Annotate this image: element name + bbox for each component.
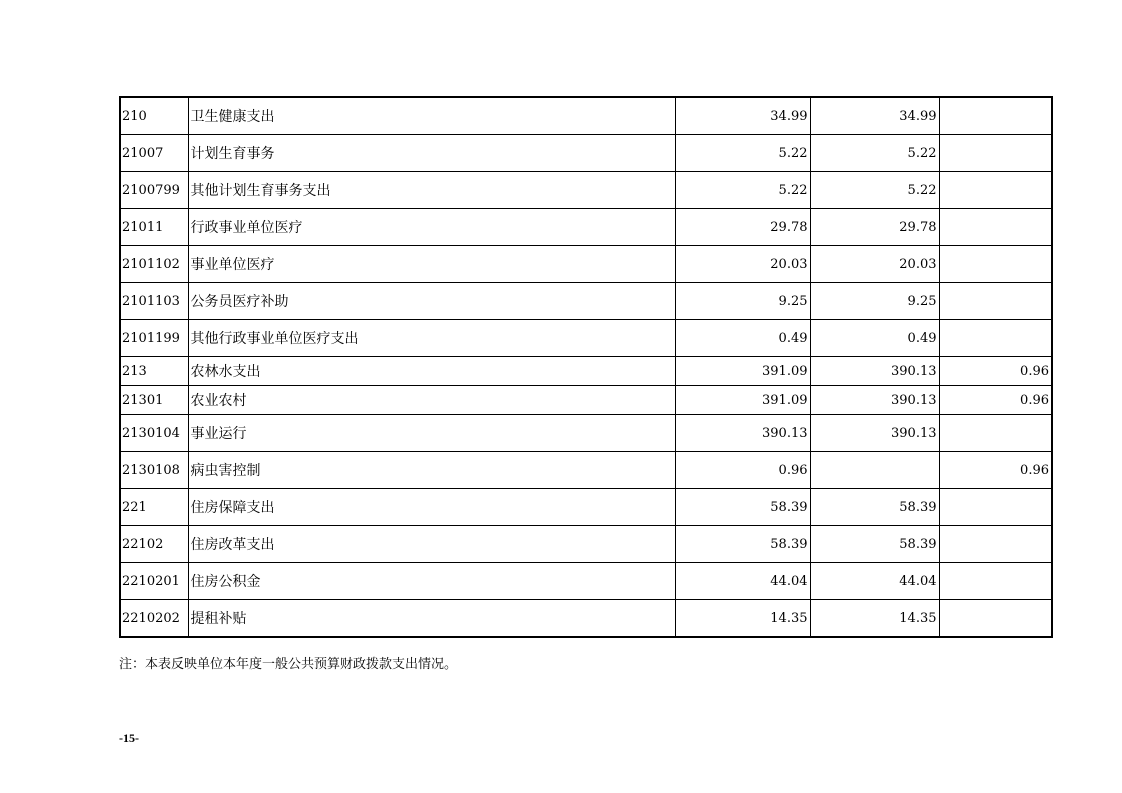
budget-code-cell: 2130108 <box>120 452 188 489</box>
subject-name-cell: 行政事业单位医疗 <box>188 209 675 246</box>
total-cell: 44.04 <box>675 563 810 600</box>
project-cell <box>939 415 1052 452</box>
basic-cell: 29.78 <box>810 209 939 246</box>
total-cell: 5.22 <box>675 172 810 209</box>
subject-name-cell: 事业单位医疗 <box>188 246 675 283</box>
project-cell <box>939 97 1052 135</box>
subject-name-cell: 其他行政事业单位医疗支出 <box>188 320 675 357</box>
budget-code-cell: 2130104 <box>120 415 188 452</box>
basic-cell: 390.13 <box>810 415 939 452</box>
table-row <box>120 135 1052 172</box>
table-row <box>120 172 1052 209</box>
project-cell <box>939 526 1052 563</box>
project-cell: 0.96 <box>939 357 1052 386</box>
table-body <box>120 97 1052 637</box>
total-cell: 390.13 <box>675 415 810 452</box>
budget-code-cell: 21011 <box>120 209 188 246</box>
total-cell: 58.39 <box>675 489 810 526</box>
subject-name-cell: 住房改革支出 <box>188 526 675 563</box>
subject-name-cell: 事业运行 <box>188 415 675 452</box>
project-cell <box>939 135 1052 172</box>
project-cell <box>939 489 1052 526</box>
budget-code-cell: 2101102 <box>120 246 188 283</box>
basic-cell: 44.04 <box>810 563 939 600</box>
table-row <box>120 489 1052 526</box>
table-row <box>120 415 1052 452</box>
total-cell: 29.78 <box>675 209 810 246</box>
project-cell <box>939 283 1052 320</box>
basic-cell: 9.25 <box>810 283 939 320</box>
basic-cell: 58.39 <box>810 526 939 563</box>
budget-code-cell: 21007 <box>120 135 188 172</box>
total-cell: 34.99 <box>675 97 810 135</box>
project-cell <box>939 172 1052 209</box>
subject-name-cell: 卫生健康支出 <box>188 97 675 135</box>
basic-cell: 20.03 <box>810 246 939 283</box>
subject-name-cell: 病虫害控制 <box>188 452 675 489</box>
table-row <box>120 386 1052 415</box>
budget-table <box>119 96 1053 638</box>
total-cell: 14.35 <box>675 600 810 638</box>
basic-cell <box>810 452 939 489</box>
project-cell <box>939 600 1052 638</box>
project-cell: 0.96 <box>939 452 1052 489</box>
budget-code-cell: 22102 <box>120 526 188 563</box>
table-row <box>120 283 1052 320</box>
project-cell <box>939 563 1052 600</box>
basic-cell: 390.13 <box>810 357 939 386</box>
project-cell: 0.96 <box>939 386 1052 415</box>
table-row <box>120 563 1052 600</box>
budget-code-cell: 2100799 <box>120 172 188 209</box>
total-cell: 20.03 <box>675 246 810 283</box>
table-note: 注：本表反映单位本年度一般公共预算财政拨款支出情况。 <box>119 657 458 672</box>
total-cell: 0.96 <box>675 452 810 489</box>
subject-name-cell: 计划生育事务 <box>188 135 675 172</box>
table-row <box>120 97 1052 135</box>
subject-name-cell: 其他计划生育事务支出 <box>188 172 675 209</box>
basic-cell: 58.39 <box>810 489 939 526</box>
budget-code-cell: 21301 <box>120 386 188 415</box>
basic-cell: 5.22 <box>810 172 939 209</box>
subject-name-cell: 住房公积金 <box>188 563 675 600</box>
table-row <box>120 209 1052 246</box>
subject-name-cell: 农林水支出 <box>188 357 675 386</box>
total-cell: 9.25 <box>675 283 810 320</box>
budget-code-cell: 213 <box>120 357 188 386</box>
basic-cell: 0.49 <box>810 320 939 357</box>
budget-code-cell: 2101199 <box>120 320 188 357</box>
total-cell: 391.09 <box>675 386 810 415</box>
budget-code-cell: 221 <box>120 489 188 526</box>
table-row <box>120 320 1052 357</box>
table-row <box>120 452 1052 489</box>
subject-name-cell: 公务员医疗补助 <box>188 283 675 320</box>
page-number: -15- <box>119 731 139 745</box>
basic-cell: 390.13 <box>810 386 939 415</box>
budget-code-cell: 2101103 <box>120 283 188 320</box>
project-cell <box>939 320 1052 357</box>
subject-name-cell: 住房保障支出 <box>188 489 675 526</box>
basic-cell: 14.35 <box>810 600 939 638</box>
table-row <box>120 526 1052 563</box>
table-row <box>120 246 1052 283</box>
project-cell <box>939 246 1052 283</box>
project-cell <box>939 209 1052 246</box>
table-row <box>120 600 1052 638</box>
subject-name-cell: 提租补贴 <box>188 600 675 638</box>
budget-code-cell: 2210201 <box>120 563 188 600</box>
total-cell: 391.09 <box>675 357 810 386</box>
basic-cell: 5.22 <box>810 135 939 172</box>
total-cell: 5.22 <box>675 135 810 172</box>
budget-code-cell: 2210202 <box>120 600 188 638</box>
total-cell: 0.49 <box>675 320 810 357</box>
budget-code-cell: 210 <box>120 97 188 135</box>
table-row <box>120 357 1052 386</box>
subject-name-cell: 农业农村 <box>188 386 675 415</box>
basic-cell: 34.99 <box>810 97 939 135</box>
total-cell: 58.39 <box>675 526 810 563</box>
